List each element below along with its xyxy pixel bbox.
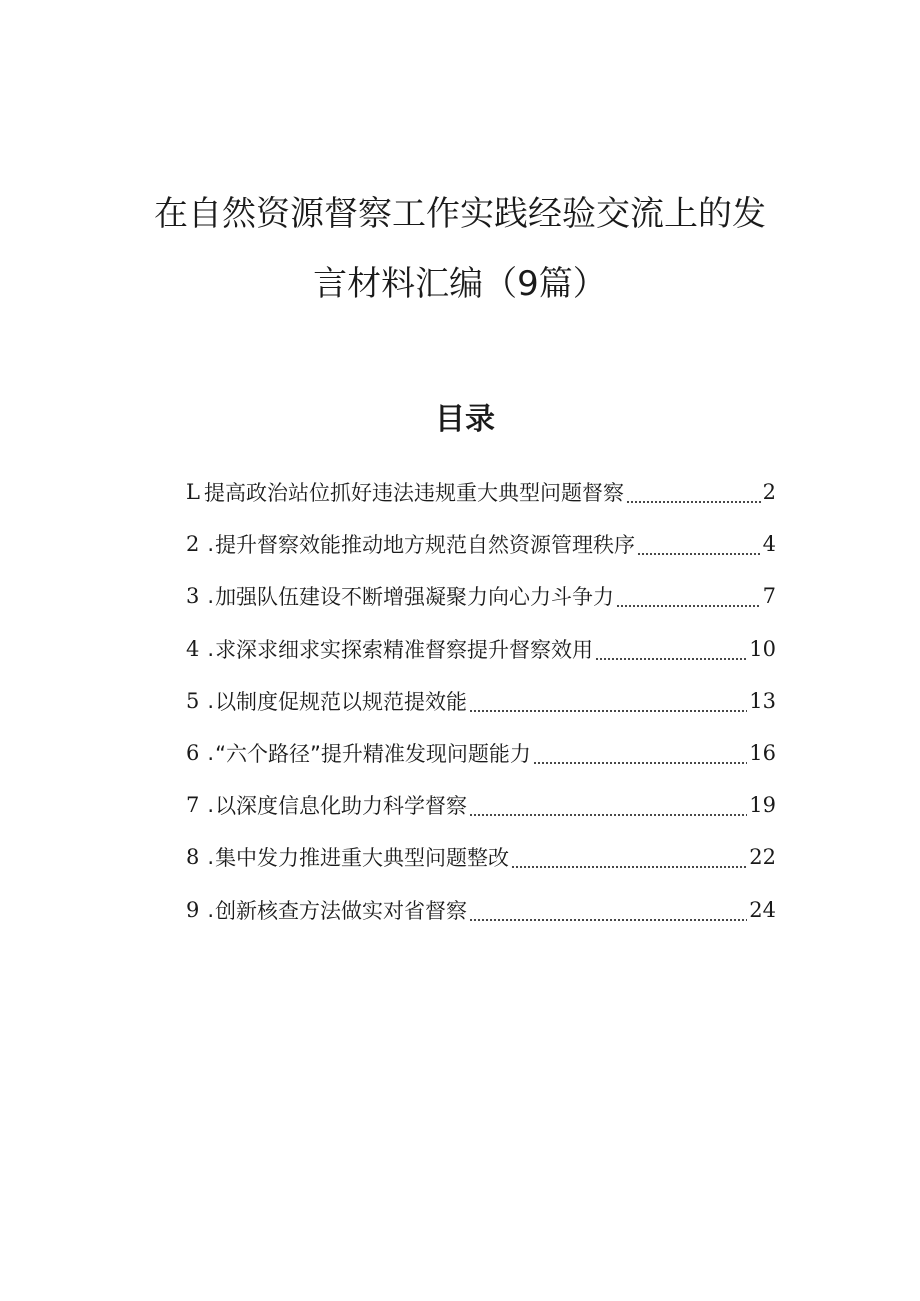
toc-entry-2[interactable]: [186, 518, 776, 570]
toc-entry-8[interactable]: [186, 831, 776, 883]
toc-entry-title: 以深度信息化助力科学督察: [215, 794, 468, 819]
document-title-line-2: 言材料汇编（9篇）: [313, 264, 607, 304]
toc-entry-number: 3: [186, 584, 200, 609]
toc-entry-number: 7: [186, 793, 200, 818]
toc-entry-number: 5: [186, 688, 200, 713]
toc-entry-4[interactable]: [186, 623, 776, 675]
table-of-contents: [186, 466, 776, 936]
toc-entry-page-number: 10: [749, 636, 776, 661]
toc-entry-5[interactable]: [186, 675, 776, 727]
toc-entry-separator: .: [207, 897, 215, 922]
toc-entry-separator: .: [207, 532, 215, 557]
toc-entry-page-number: 7: [762, 584, 776, 609]
toc-entry-number: 9: [186, 897, 200, 922]
toc-entry-title: 以制度促规范以规范提效能: [215, 689, 468, 714]
toc-entry-title: 加强队伍建设不断增强凝聚力向心力斗争力: [215, 585, 615, 610]
toc-dot-leader: [469, 919, 747, 921]
toc-entry-9[interactable]: [186, 884, 776, 936]
toc-dot-leader: [469, 710, 747, 712]
toc-entry-1[interactable]: [186, 466, 776, 518]
toc-entry-6[interactable]: [186, 727, 776, 779]
toc-entry-number: 4: [186, 636, 200, 661]
toc-entry-number: 8: [186, 845, 200, 870]
toc-entry-title: 创新核查方法做实对省督察: [215, 898, 468, 923]
toc-entry-title: “六个路径”提升精准发现问题能力: [215, 742, 531, 767]
toc-heading: 目录: [435, 402, 495, 437]
toc-dot-leader: [616, 605, 761, 607]
toc-entry-separator: .: [207, 688, 215, 713]
toc-entry-title: 提升督察效能推动地方规范自然资源管理秩序: [215, 533, 636, 558]
toc-entry-title: 提高政治站位抓好违法违规重大典型问题督察: [203, 481, 624, 506]
toc-entry-page-number: 13: [749, 688, 776, 713]
toc-entry-7[interactable]: [186, 779, 776, 831]
toc-dot-leader: [626, 501, 761, 503]
toc-entry-page-number: 19: [749, 793, 776, 818]
toc-entry-number: 6: [186, 741, 200, 766]
toc-entry-page-number: 2: [762, 480, 776, 505]
toc-dot-leader: [511, 866, 747, 868]
toc-dot-leader: [595, 658, 747, 660]
toc-entry-separator: .: [207, 793, 215, 818]
toc-entry-separator: .: [207, 741, 215, 766]
toc-entry-number: L: [186, 480, 200, 505]
document-title-line-1: 在自然资源督察工作实践经验交流上的发: [154, 194, 766, 234]
toc-entry-3[interactable]: [186, 570, 776, 622]
toc-dot-leader: [533, 762, 747, 764]
toc-dot-leader: [637, 553, 761, 555]
toc-entry-page-number: 16: [749, 741, 776, 766]
toc-entry-title: 求深求细求实探索精准督察提升督察效用: [215, 637, 594, 662]
toc-entry-title: 集中发力推进重大典型问题整改: [215, 846, 510, 871]
toc-entry-number: 2: [186, 532, 200, 557]
toc-entry-separator: .: [207, 845, 215, 870]
toc-dot-leader: [469, 814, 747, 816]
toc-entry-page-number: 24: [749, 897, 776, 922]
toc-entry-page-number: 22: [749, 845, 776, 870]
toc-entry-separator: .: [207, 584, 215, 609]
toc-entry-page-number: 4: [762, 532, 776, 557]
toc-entry-separator: .: [207, 636, 215, 661]
